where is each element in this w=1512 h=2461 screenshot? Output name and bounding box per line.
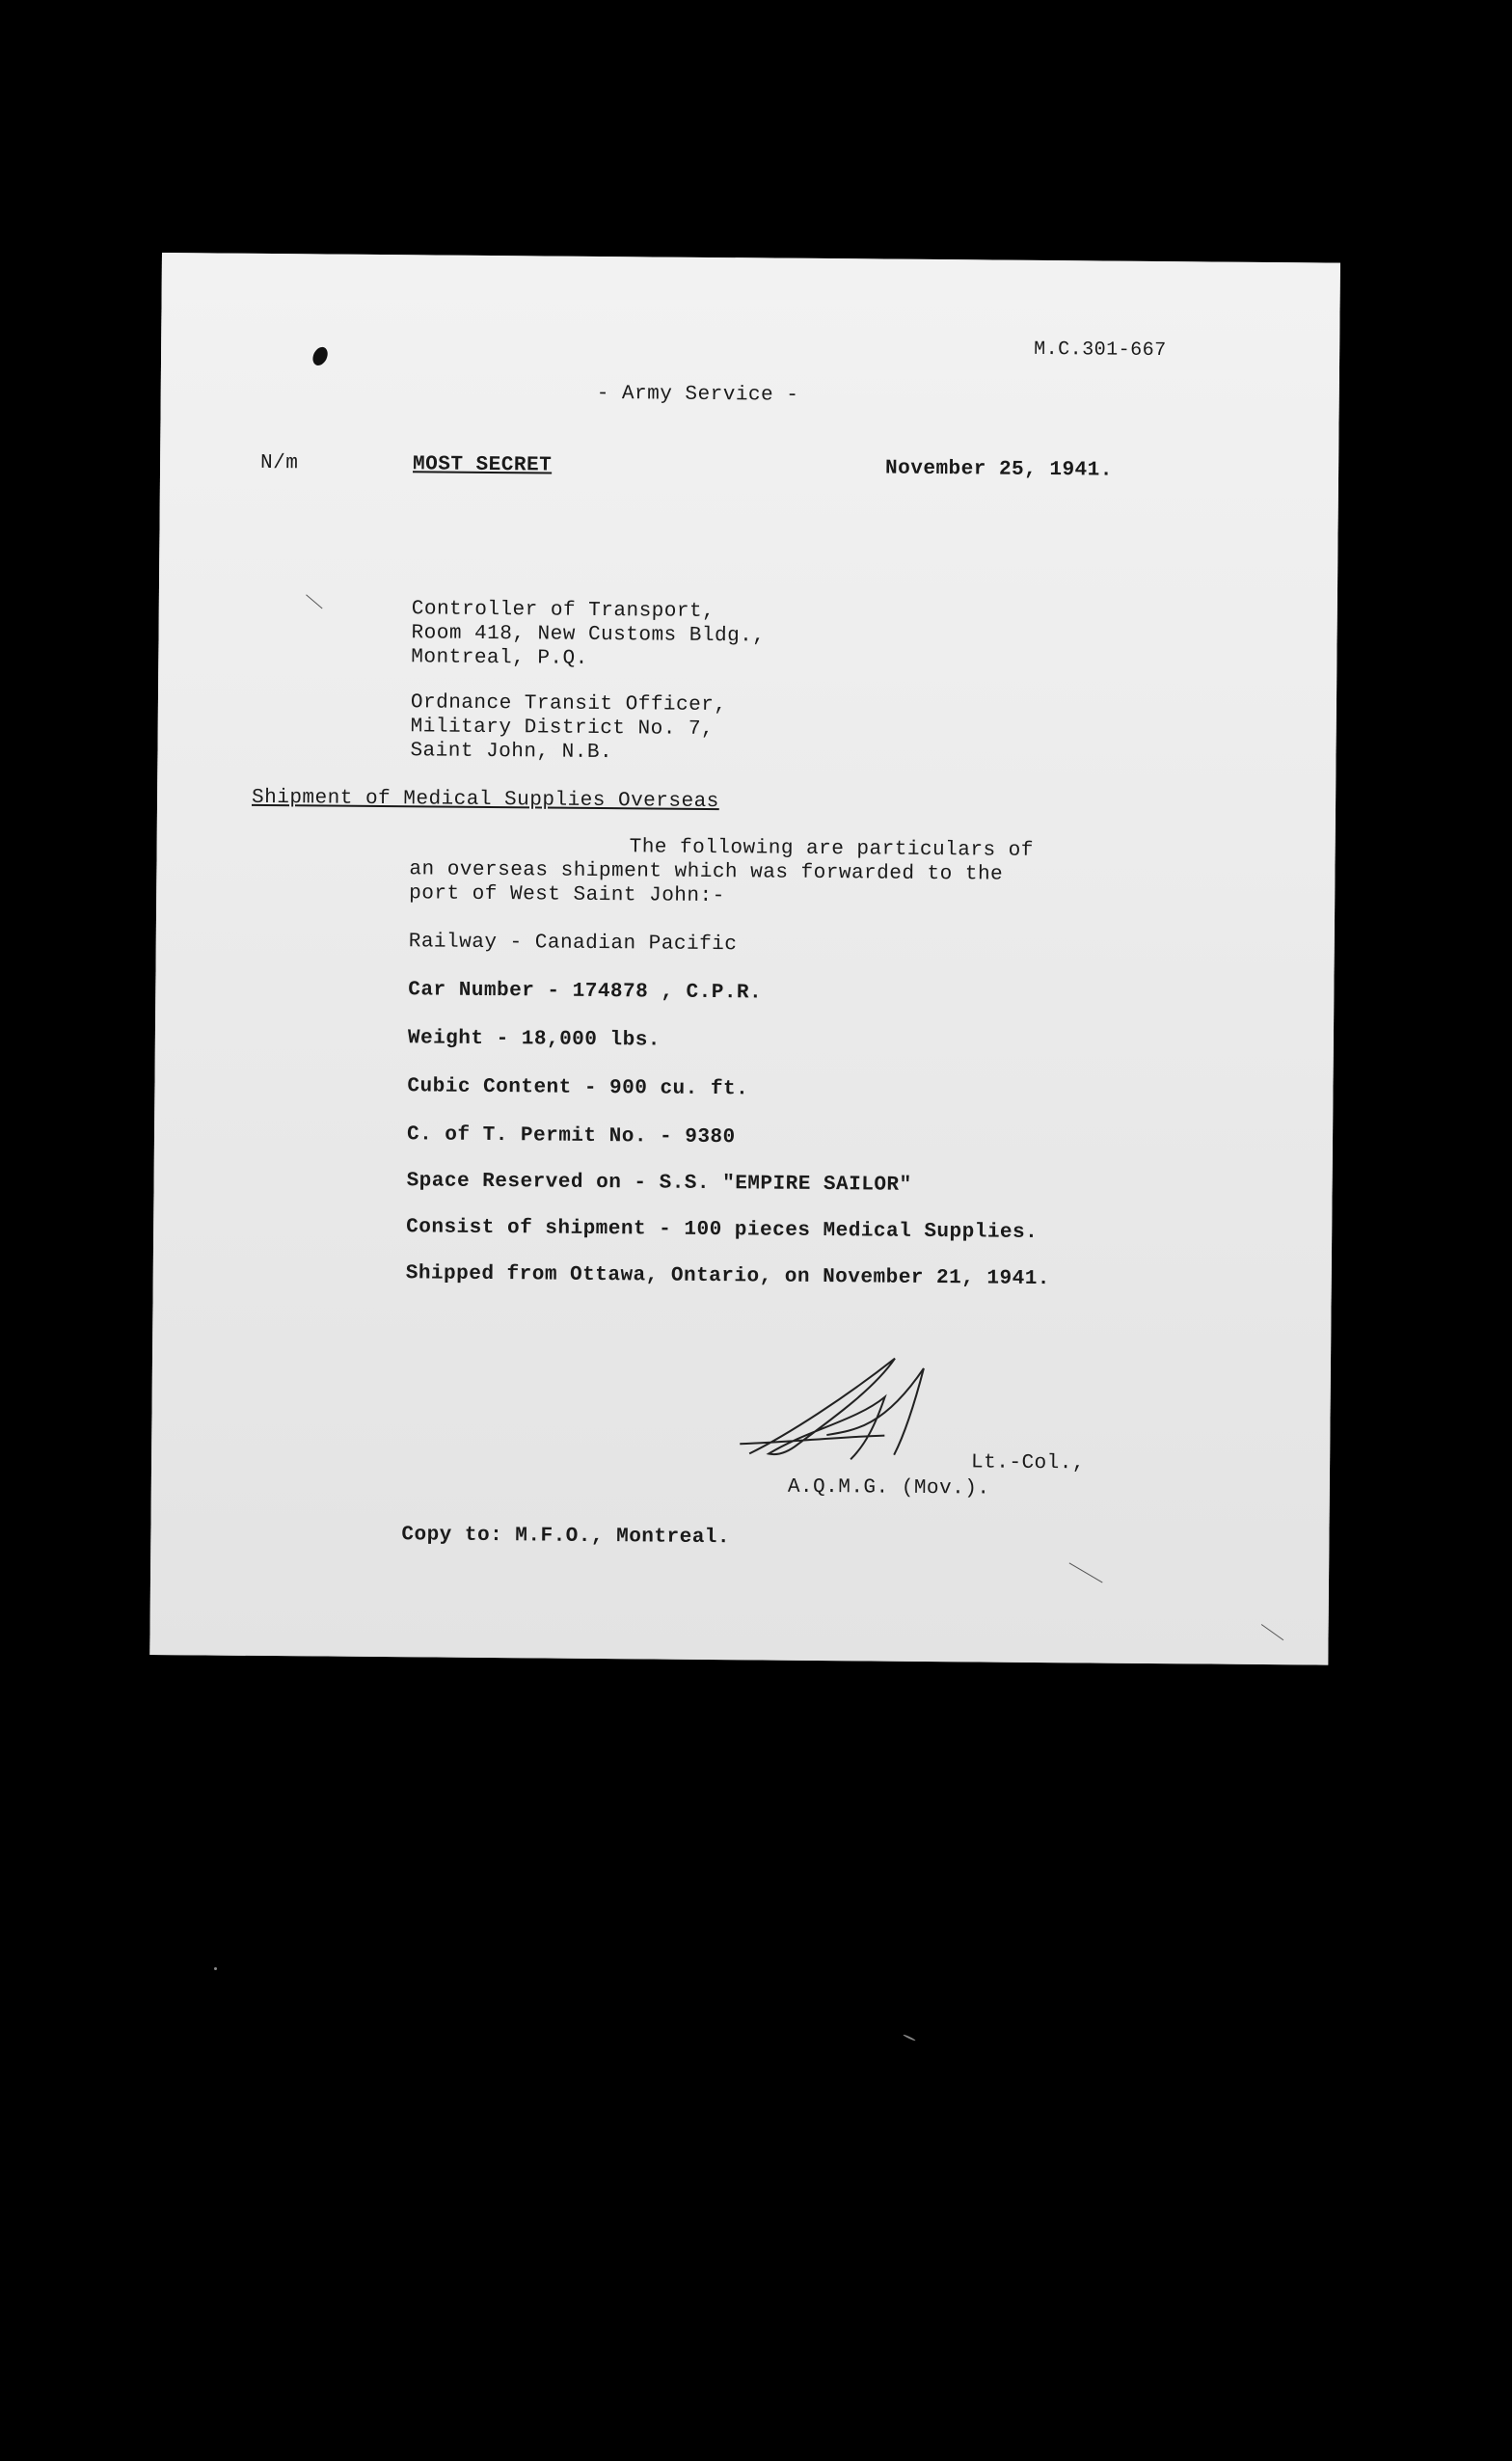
- intro-line: an overseas shipment which was forwarded to the: [409, 858, 1004, 886]
- particular-item: C. of T. Permit No. - 9380: [406, 1123, 736, 1149]
- subject-line: Shipment of Medical Supplies Overseas: [251, 786, 719, 814]
- letter-date: November 25, 1941.: [884, 457, 1114, 482]
- particular-item: Shipped from Ottawa, Ontario, on November 21, 1941.: [405, 1262, 1051, 1291]
- particular-item: Car Number - 174878 , C.P.R.: [408, 979, 763, 1005]
- reference-initials: N/m: [259, 451, 299, 475]
- particular-item: Cubic Content - 900 cu. ft.: [407, 1075, 749, 1101]
- addressee-line: Montreal, P.Q.: [411, 646, 588, 670]
- addressee-line: Room 418, New Customs Bldg.,: [411, 622, 766, 648]
- file-number: M.C.301-667: [1034, 338, 1167, 363]
- document-page: [149, 253, 1340, 1665]
- handwritten-signature: [730, 1338, 962, 1484]
- paper-scratch: [1069, 1562, 1103, 1582]
- addressee-line: Controller of Transport,: [411, 598, 716, 624]
- particular-item: Railway - Canadian Pacific: [408, 931, 738, 957]
- addressee-line: Saint John, N.B.: [410, 740, 613, 765]
- particular-item: Weight - 18,000 lbs.: [407, 1027, 662, 1052]
- addressee-line: Military District No. 7,: [410, 716, 715, 742]
- signature-rank: Lt.-Col.,: [970, 1451, 1086, 1475]
- addressee-line: Ordnance Transit Officer,: [410, 691, 727, 717]
- copy-to-line: Copy to: M.F.O., Montreal.: [401, 1524, 731, 1550]
- particular-item: Space Reserved on - S.S. "EMPIRE SAILOR": [406, 1170, 912, 1197]
- paper-scratch: [1261, 1624, 1283, 1640]
- signature-title: A.Q.M.G. (Mov.).: [787, 1475, 990, 1501]
- classification-label: MOST SECRET: [412, 453, 553, 477]
- intro-line: port of West Saint John:-: [409, 882, 725, 908]
- dust-speck: [214, 1967, 217, 1970]
- intro-line: The following are particulars of: [629, 836, 1034, 862]
- paper-scratch: [306, 594, 322, 608]
- service-header: - Army Service -: [596, 382, 799, 407]
- dust-speck: [903, 2034, 916, 2042]
- particular-item: Consist of shipment - 100 pieces Medical Supplies.: [406, 1216, 1039, 1244]
- ink-blot: [310, 344, 330, 367]
